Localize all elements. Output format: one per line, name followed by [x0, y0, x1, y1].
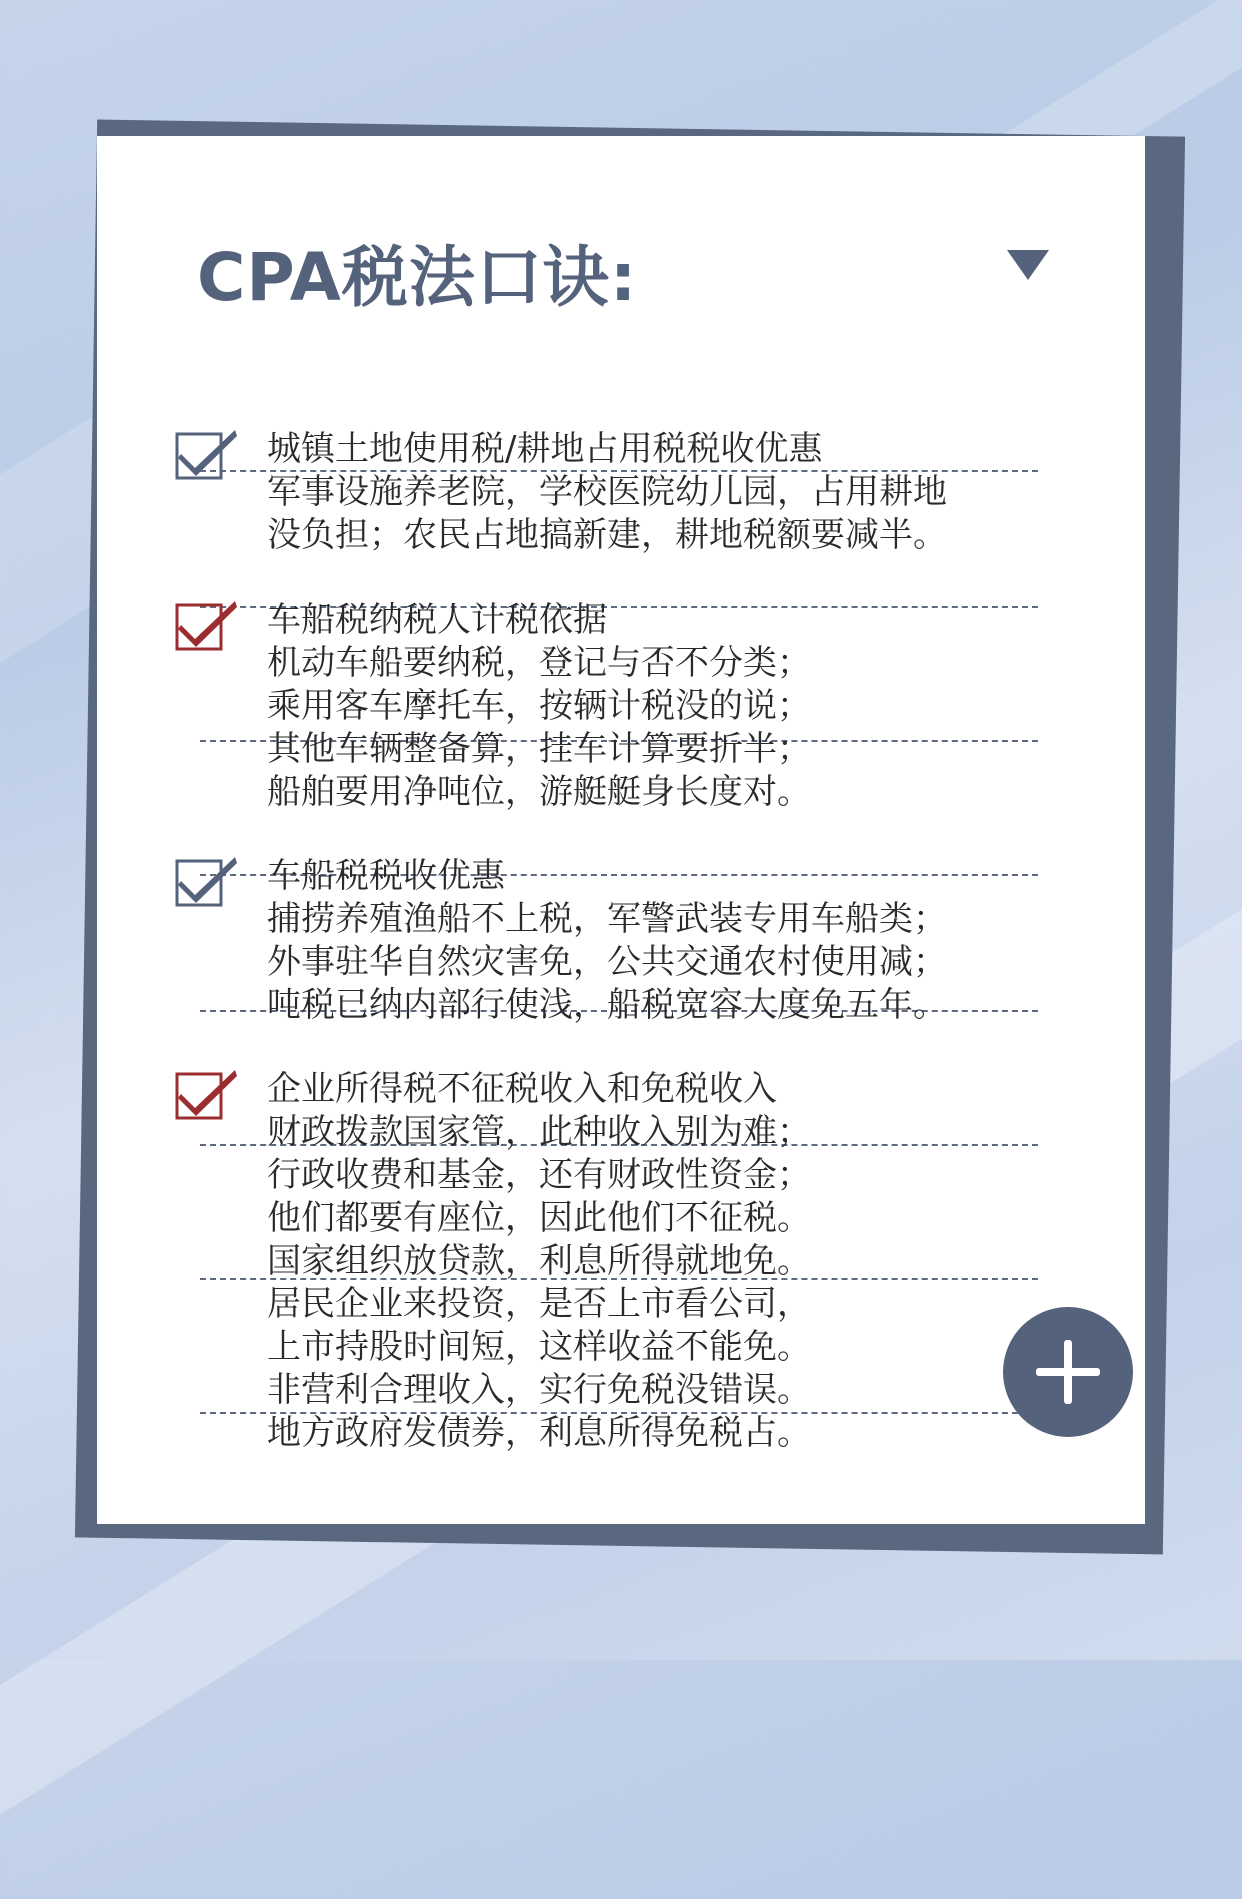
verse-line: 外事驻华自然灾害免，公共交通农村使用减； — [267, 942, 947, 982]
verse-line: 非营利合理收入，实行免税没错误。 — [267, 1370, 811, 1410]
checkbox-checked-icon[interactable] — [175, 1068, 241, 1120]
verse-line: 上市持股时间短，这样收益不能免。 — [267, 1327, 811, 1367]
verse-line: 地方政府发债券，利息所得免税占。 — [267, 1413, 811, 1453]
verse-line: 机动车船要纳税，登记与否不分类； — [267, 643, 811, 683]
dropdown-triangle-icon[interactable] — [1007, 250, 1049, 280]
verse-line: 居民企业来投资，是否上市看公司， — [267, 1284, 811, 1324]
section-heading: 城镇土地使用税/耕地占用税税收优惠 — [267, 429, 823, 469]
verse-line: 国家组织放贷款，利息所得就地免。 — [267, 1241, 811, 1281]
verse-line: 行政收费和基金，还有财政性资金； — [267, 1155, 811, 1195]
verse-line: 其他车辆整备算，挂车计算要折半； — [267, 729, 811, 769]
page-title: CPA税法口诀: — [197, 239, 638, 316]
checkbox-checked-icon[interactable] — [175, 599, 241, 651]
note-card — [97, 136, 1145, 1524]
verse-line: 军事设施养老院，学校医院幼儿园，占用耕地 — [267, 472, 947, 512]
section-heading: 车船税税收优惠 — [267, 856, 505, 896]
section-heading: 企业所得税不征税收入和免税收入 — [267, 1069, 777, 1109]
verse-line: 没负担；农民占地搞新建，耕地税额要减半。 — [267, 515, 947, 555]
add-button[interactable] — [1003, 1307, 1133, 1437]
section-heading: 车船税纳税人计税依据 — [267, 600, 607, 640]
verse-line: 船舶要用净吨位，游艇艇身长度对。 — [267, 772, 811, 812]
verse-line: 他们都要有座位，因此他们不征税。 — [267, 1198, 811, 1238]
verse-line: 吨税已纳内部行使浅，船税宽容大度免五年。 — [267, 985, 947, 1025]
verse-line: 乘用客车摩托车，按辆计税没的说； — [267, 686, 811, 726]
checkbox-checked-icon[interactable] — [175, 855, 241, 907]
verse-line: 捕捞养殖渔船不上税，军警武装专用车船类； — [267, 899, 947, 939]
plus-icon — [1036, 1340, 1100, 1404]
checkbox-checked-icon[interactable] — [175, 428, 241, 480]
verse-line: 财政拨款国家管，此种收入别为难； — [267, 1112, 811, 1152]
